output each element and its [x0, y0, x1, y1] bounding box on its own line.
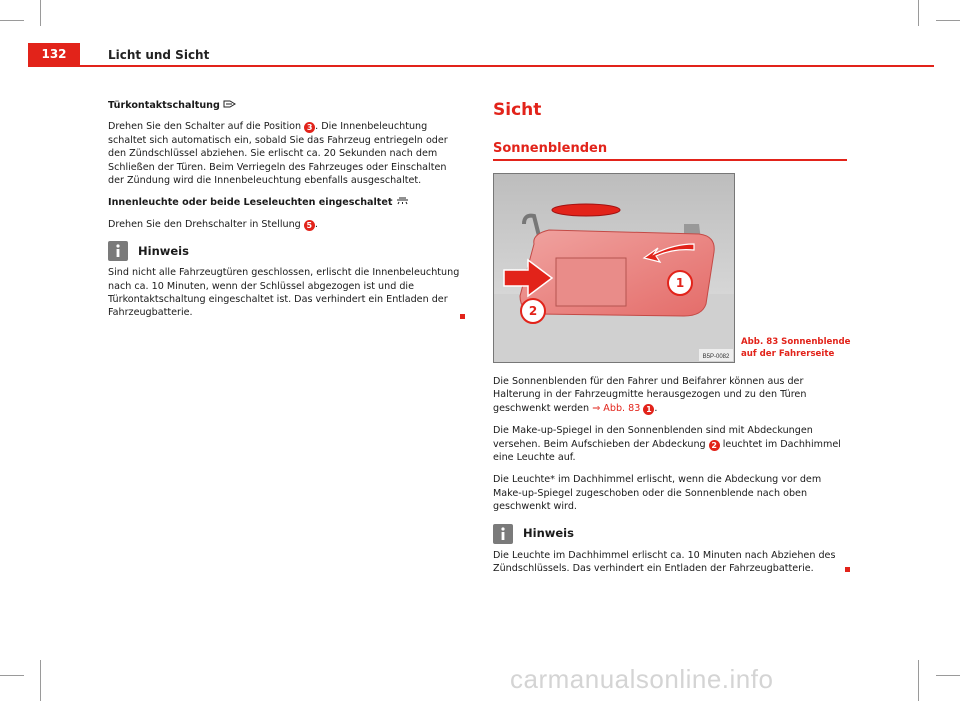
section-end-mark [845, 567, 850, 572]
hint-title: Hinweis [523, 525, 574, 540]
text: Die Make-up-Spiegel in den Sonnenblenden sind mit Abdeckungen versehen. Beim Aufschieben der Abdeckung [493, 425, 813, 450]
paragraph: Die Leuchte* im Dachhimmel erlischt, wenn die Abdeckung vor dem Make-up-Spiegel zugeschoben oder die Sonnenblende nach oben geschwenkt wird. [493, 474, 822, 513]
hint-title: Hinweis [138, 243, 189, 258]
crop-mark [918, 0, 919, 26]
crop-mark [918, 660, 919, 701]
right-column [493, 375, 847, 584]
text: Drehen Sie den Schalter auf die Position [108, 121, 302, 133]
hint-text: Die Leuchte im Dachhimmel erlischt ca. 10 Minuten nach Abziehen des Zündschlüssels. Das verhindert ein Entladen der Fahrzeugbatterie. [493, 549, 836, 575]
paragraph [108, 120, 464, 187]
subheading-interior-light-text: Innenleuchte oder beide Leseleuchten eingeschaltet [108, 197, 393, 209]
subsection-rule [493, 159, 847, 161]
crop-mark [40, 0, 41, 26]
paragraph [108, 218, 464, 231]
info-glyph [497, 527, 509, 541]
figure-code: B5P-0082 [702, 354, 730, 360]
figure-sun-visor [493, 173, 735, 363]
subsection-title: Sonnenblenden [493, 141, 608, 156]
section-end-mark [460, 314, 465, 319]
ref-badge: 5 [304, 220, 315, 231]
text: . [654, 402, 658, 414]
text: Drehen Sie den Drehschalter in Stellung [108, 218, 301, 230]
caption-line: Abb. 83 Sonnenblende [741, 337, 851, 347]
paragraph [493, 424, 847, 464]
crop-mark [0, 675, 24, 676]
hint-text: Sind nicht alle Fahrzeugtüren geschlossen, erlischt die Innenbeleuchtung nach ca. 10 Minuten, wenn der Schlüssel abgezogen ist und die Türkontaktschaltung eingeschaltet ist. Das verhindert ein Entladen der Fahrzeugbatterie. [108, 267, 460, 319]
text: . Die Innenbeleuchtung schaltet sich automatisch ein, sobald Sie das Fahrzeug entriegeln oder den Zündschlüssel abziehen. Sie erlischt ca. 20 Sekunden nach dem Schließen der Türen. Beim Verriegeln des Fahrzeuges oder Einschalten der Zündung wird die Innenbeleuchtung ebenfalls ausgeschaltet. [108, 121, 448, 187]
info-icon [493, 524, 513, 544]
figure-caption [741, 336, 850, 360]
text: . [314, 218, 318, 230]
sun-visor-illustration [494, 174, 734, 362]
ref-badge: 1 [643, 404, 654, 415]
subheading-interior-light [108, 196, 464, 209]
subheading-door-contact [108, 99, 464, 112]
interior-light-icon [396, 197, 409, 205]
chapter-title: Licht und Sicht [108, 48, 210, 62]
crop-mark [0, 20, 24, 21]
subheading-door-contact-text: Türkontaktschaltung [108, 100, 220, 111]
crop-mark [936, 20, 960, 21]
section-title-block [493, 100, 541, 120]
callout-1: 1 [667, 270, 693, 296]
paragraph [493, 375, 847, 415]
figure-link[interactable]: ⇒ Abb. 83 [592, 402, 641, 414]
page-number: 132 [28, 43, 80, 65]
left-column [108, 99, 464, 329]
info-glyph [112, 244, 124, 258]
ref-badge: 2 [709, 440, 720, 451]
caption-line: auf der Fahrerseite [741, 349, 835, 359]
watermark: carmanualsonline.info [510, 664, 774, 694]
crop-mark [40, 660, 41, 701]
hint-header [493, 524, 847, 544]
text: Die Sonnenblenden für den Fahrer und Beifahrer können aus der Halterung in der Fahrzeugmitte herausgezogen und zu den Türen geschwenkt werden [493, 376, 807, 414]
info-icon [108, 241, 128, 261]
subsection-block [493, 141, 847, 161]
crop-mark [936, 675, 960, 676]
text: leuchtet im Dachhimmel eine Leuchte auf. [493, 438, 841, 464]
callout-2: 2 [520, 298, 546, 324]
hint-header [108, 241, 464, 261]
section-title: Sicht [493, 100, 542, 120]
header-rule [28, 65, 934, 67]
door-contact-icon [223, 100, 236, 108]
ref-badge: 3 [304, 122, 315, 133]
